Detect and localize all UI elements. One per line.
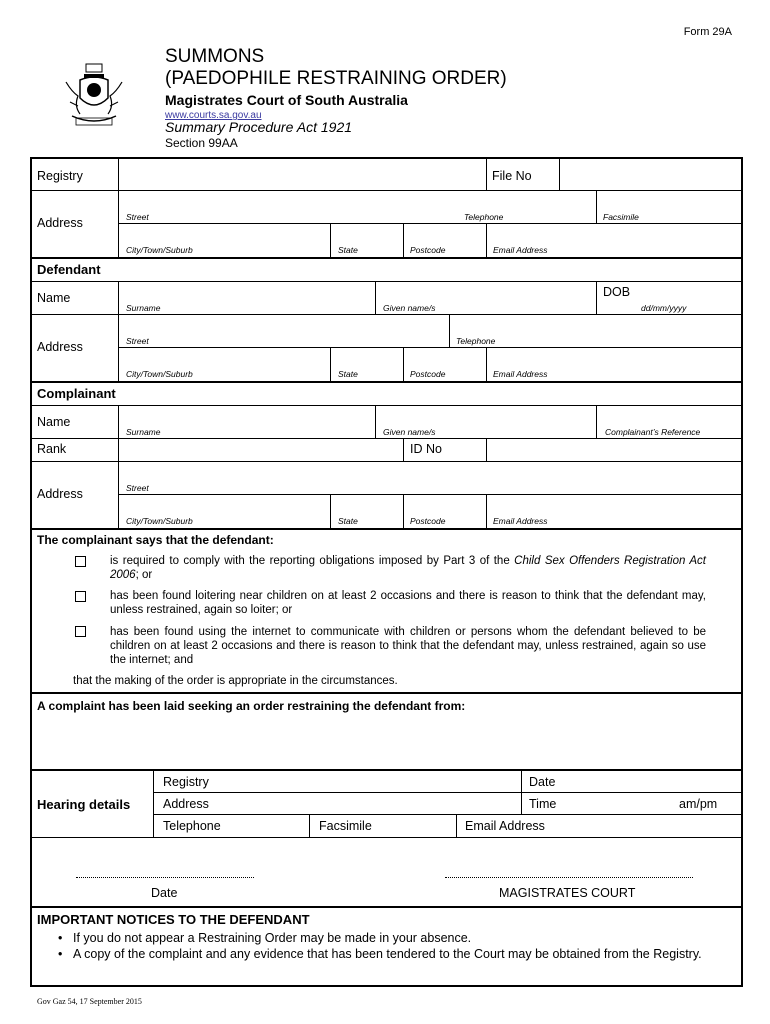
hearing-date-label: Date <box>529 775 556 789</box>
option1-text: is required to comply with the reporting obligations imposed by Part 3 of the Child Sex Offenders Registration Act 2006; or <box>110 555 707 581</box>
complainant-street-label: Street <box>126 483 149 493</box>
hearing-ampm-label: am/pm <box>679 797 718 811</box>
defendant-city-label: City/Town/Suburb <box>126 369 193 379</box>
court-address-label: Address <box>37 216 83 230</box>
hearing-facsimile-label: Facsimile <box>319 819 372 833</box>
section-ref: Section 99AA <box>165 136 238 150</box>
defendant-telephone-label: Telephone <box>456 336 496 346</box>
court-street-label: Street <box>126 212 149 222</box>
hearing-email-label: Email Address <box>465 819 545 833</box>
complainant-heading: Complainant <box>37 386 116 401</box>
option3-text: has been found using the internet to communicate with children or persons whom the defendant believed to be children on at least 2 occasions and there is reason to think that the defendant may, unless restrained, again so use the internet; and <box>110 626 706 666</box>
form-number: Form 29A <box>683 26 732 38</box>
title-order: (PAEDOPHILE RESTRAINING ORDER) <box>165 68 507 89</box>
hearing-heading: Hearing details <box>37 797 131 812</box>
complainant-email-label: Email Address <box>493 516 548 526</box>
coat-of-arms-icon <box>58 62 130 132</box>
defendant-dob-label: DOB <box>603 285 631 299</box>
hearing-registry-label: Registry <box>163 775 209 789</box>
defendant-name-label: Name <box>37 291 71 305</box>
court-facsimile-label: Facsimile <box>603 212 639 222</box>
complaint-heading: A complaint has been laid seeking an order restraining the defendant from: <box>37 699 466 713</box>
defendant-surname-label: Surname <box>126 303 161 313</box>
defendant-email-label: Email Address <box>493 369 548 379</box>
says-heading: The complainant says that the defendant: <box>37 533 274 547</box>
signature-court-label: MAGISTRATES COURT <box>499 886 636 900</box>
act-name: Summary Procedure Act 1921 <box>165 119 353 135</box>
court-name: Magistrates Court of South Australia <box>165 92 408 108</box>
defendant-postcode-label: Postcode <box>410 369 446 379</box>
complainant-rank-label: Rank <box>37 442 67 456</box>
complainant-id-label: ID No <box>410 442 442 456</box>
option2-text: has been found loitering near children on at least 2 occasions and there is reason to think that the defendant may, unless restrained, again so loiter; or <box>110 590 706 616</box>
defendant-street-label: Street <box>126 336 149 346</box>
complainant-city-label: City/Town/Suburb <box>126 516 193 526</box>
defendant-dob-format: dd/mm/yyyy <box>641 303 687 313</box>
registry-label: Registry <box>37 169 83 183</box>
court-signature-line[interactable] <box>445 877 693 878</box>
title-summons: SUMMONS <box>165 46 265 67</box>
court-state-label: State <box>338 245 358 255</box>
defendant-state-label: State <box>338 369 358 379</box>
court-telephone-label: Telephone <box>464 212 504 222</box>
signature-date-label: Date <box>151 886 178 900</box>
court-city-label: City/Town/Suburb <box>126 245 193 255</box>
notice-item-2: • A copy of the complaint and any evidence that has been tendered to the Court may be obtained from the Registry. <box>58 947 702 961</box>
complainant-postcode-label: Postcode <box>410 516 446 526</box>
court-website-link[interactable]: www.courts.sa.gov.au <box>165 110 262 121</box>
option1-checkbox[interactable] <box>75 556 86 567</box>
defendant-address-label: Address <box>37 340 83 354</box>
date-signature-line[interactable] <box>76 877 254 878</box>
hearing-time-label: Time <box>529 797 557 811</box>
complainant-given-label: Given name/s <box>383 427 436 437</box>
complainant-name-label: Name <box>37 415 71 429</box>
notices-heading: IMPORTANT NOTICES TO THE DEFENDANT <box>37 912 310 927</box>
file-no-label: File No <box>492 169 532 183</box>
option3-checkbox[interactable] <box>75 626 86 637</box>
gazette-footer: Gov Gaz 54, 17 September 2015 <box>37 997 142 1006</box>
says-conclusion: that the making of the order is appropriate in the circumstances. <box>73 675 398 687</box>
hearing-telephone-label: Telephone <box>163 819 221 833</box>
option2-checkbox[interactable] <box>75 591 86 602</box>
complainant-address-label: Address <box>37 487 83 501</box>
complainant-surname-label: Surname <box>126 427 161 437</box>
court-email-label: Email Address <box>493 245 548 255</box>
court-postcode-label: Postcode <box>410 245 446 255</box>
complainant-reference-label: Complainant’s Reference <box>605 427 701 437</box>
defendant-given-label: Given name/s <box>383 303 436 313</box>
defendant-heading: Defendant <box>37 262 101 277</box>
hearing-address-label: Address <box>163 797 209 811</box>
file-no-field[interactable] <box>560 160 741 189</box>
complaint-field[interactable] <box>32 716 741 768</box>
notice-item-1: • If you do not appear a Restraining Order may be made in your absence. <box>58 931 472 945</box>
registry-field[interactable] <box>119 160 485 189</box>
complainant-state-label: State <box>338 516 358 526</box>
